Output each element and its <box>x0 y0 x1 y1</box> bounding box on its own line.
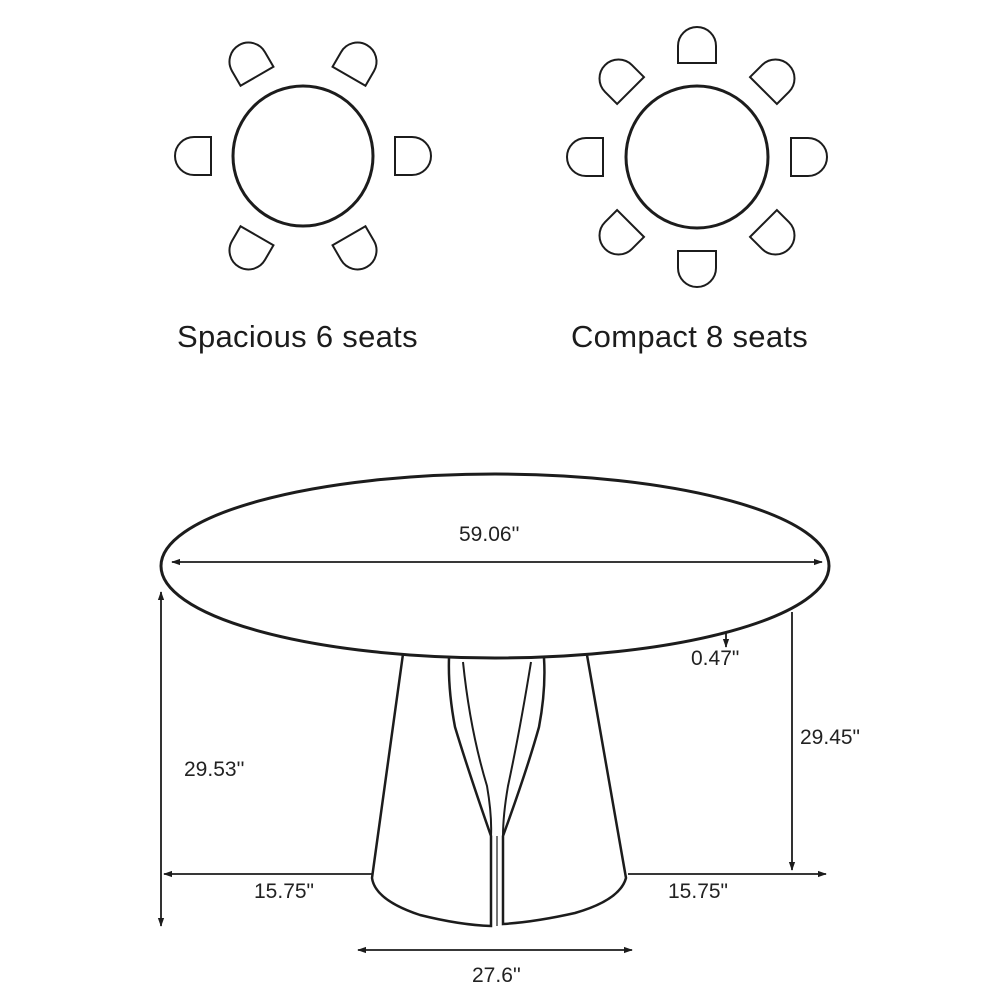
label-overhang-left: 15.75" <box>254 880 315 903</box>
label-height-right: 29.45" <box>800 726 861 749</box>
table-top-ellipse <box>161 474 829 658</box>
chair-icon <box>395 137 431 175</box>
chair-icon <box>333 36 384 86</box>
chair-icon <box>592 52 644 104</box>
label-height-left: 29.53'' <box>184 758 245 781</box>
label-base-diameter: 27.6'' <box>472 964 521 987</box>
layout-8-seats <box>567 27 827 287</box>
pedestal-right-panel <box>503 655 626 924</box>
pedestal-inner-line-left <box>463 662 491 836</box>
chair-icon <box>750 52 802 104</box>
chair-icon <box>678 251 716 287</box>
label-top-diameter: 59.06'' <box>459 523 520 546</box>
round-table-top-view <box>626 86 768 228</box>
pedestal-inner-line-right <box>503 662 531 836</box>
chair-icon <box>333 226 384 276</box>
round-table-top-view <box>233 86 373 226</box>
pedestal-left-panel <box>372 654 491 926</box>
caption-8-seats: Compact 8 seats <box>571 319 809 354</box>
caption-6-seats: Spacious 6 seats <box>177 319 418 354</box>
chair-icon <box>223 226 274 276</box>
layout-6-seats <box>175 36 431 277</box>
label-overhang-right: 15.75" <box>668 880 729 903</box>
chair-icon <box>223 36 274 86</box>
chair-icon <box>567 138 603 176</box>
chair-icon <box>175 137 211 175</box>
label-top-thickness: 0.47" <box>691 647 740 670</box>
chair-icon <box>678 27 716 63</box>
chair-icon <box>750 210 802 262</box>
chair-icon <box>791 138 827 176</box>
chair-icon <box>592 210 644 262</box>
